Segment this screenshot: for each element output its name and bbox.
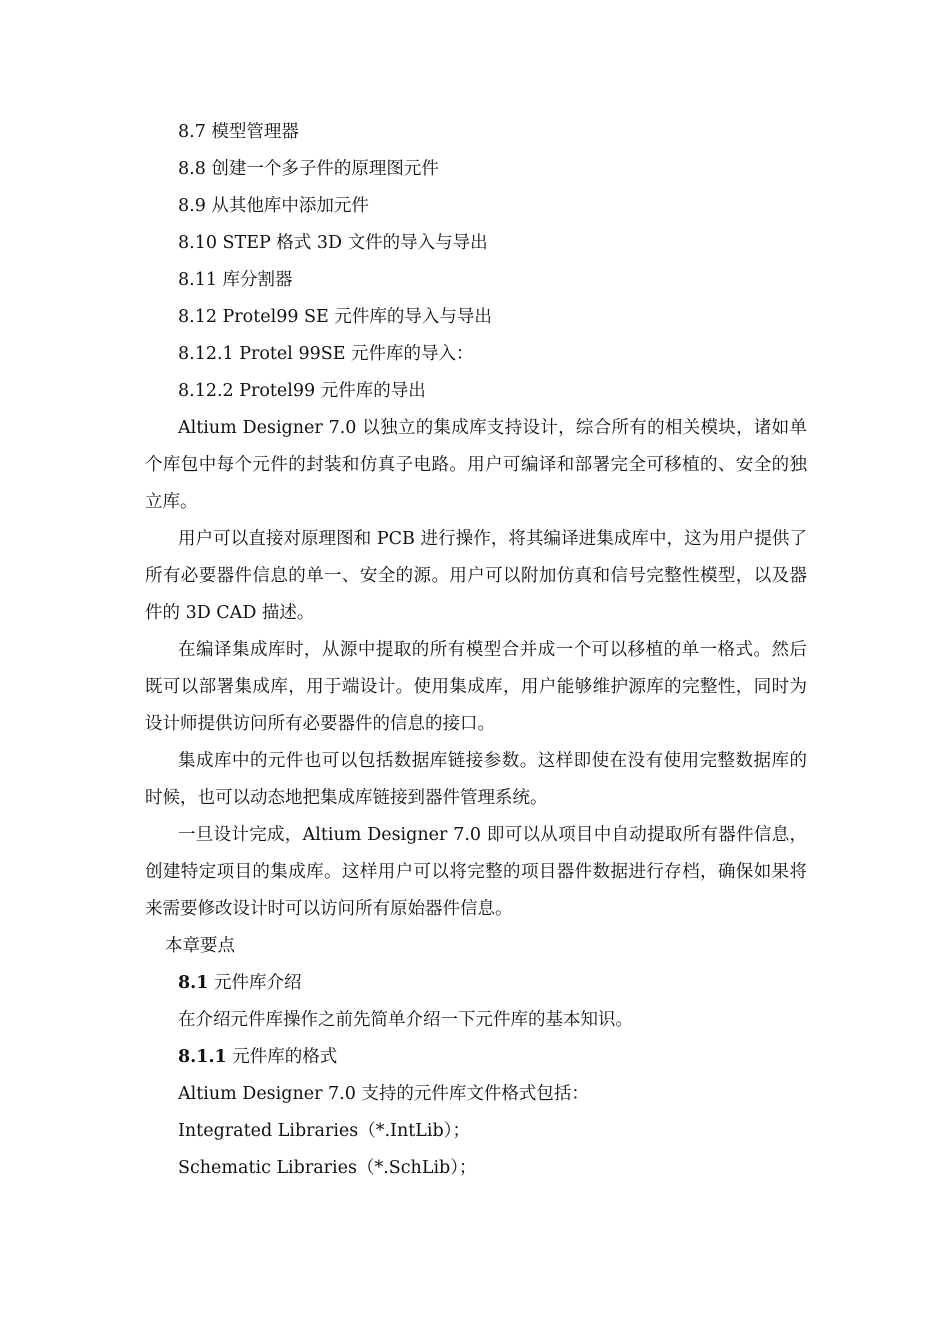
toc-line-8-12-1: 8.12.1 Protel 99SE 元件库的导入： xyxy=(178,344,474,364)
toc-line-8-9: 8.9 从其他库中添加元件 xyxy=(178,196,369,216)
section-number-8-1-1: 8.1.1 xyxy=(178,1047,227,1067)
toc-line-8-12-2: 8.12.2 Protel99 元件库的导出 xyxy=(178,381,426,401)
toc-line-8-7: 8.7 模型管理器 xyxy=(178,122,299,142)
formats-intro: Altium Designer 7.0 支持的元件库文件格式包括： xyxy=(178,1084,589,1104)
format-item-schlib: Schematic Libraries（*.SchLib）； xyxy=(178,1158,477,1178)
section-8-1-intro: 在介绍元件库操作之前先简单介绍一下元件库的基本知识。 xyxy=(178,1010,633,1030)
section-heading-8-1 xyxy=(145,965,807,1002)
toc-line-8-8: 8.8 创建一个多子件的原理图元件 xyxy=(178,159,439,179)
format-item-intlib: Integrated Libraries（*.IntLib）； xyxy=(178,1121,470,1141)
chapter-points-label: 本章要点 xyxy=(165,936,235,956)
paragraph-project-library: 一旦设计完成，Altium Designer 7.0 即可以从项目中自动提取所有器件信息，创建特定项目的集成库。这样用户可以将完整的项目器件数据进行存档，确保如果将来需要修改设计时可以访问所有原始器件信息。 xyxy=(145,825,808,919)
section-number-8-1: 8.1 xyxy=(178,973,209,993)
toc-line-8-11: 8.11 库分割器 xyxy=(178,270,293,290)
paragraph-compile-library: 在编译集成库时，从源中提取的所有模型合并成一个可以移植的单一格式。然后既可以部署集成库，用于端设计。使用集成库，用户能够维护源库的完整性，同时为设计师提供访问所有必要器件的信息的接口。 xyxy=(145,640,807,734)
section-heading-8-1-1 xyxy=(145,1039,807,1076)
paragraph-integrated-library: Altium Designer 7.0 以独立的集成库支持设计，综合所有的相关模块，诸如单个库包中每个元件的封装和仿真子电路。用户可编译和部署完全可移植的、安全的独立库。 xyxy=(145,418,807,512)
section-title-8-1: 元件库介绍 xyxy=(208,973,302,993)
paragraph-database-link: 集成库中的元件也可以包括数据库链接参数。这样即使在没有使用完整数据库的时候，也可以动态地把集成库链接到器件管理系统。 xyxy=(145,751,807,808)
page-content xyxy=(145,114,807,1187)
section-title-8-1-1: 元件库的格式 xyxy=(226,1047,338,1067)
toc-line-8-12: 8.12 Protel99 SE 元件库的导入与导出 xyxy=(178,307,492,327)
paragraph-schematic-pcb: 用户可以直接对原理图和 PCB 进行操作，将其编译进集成库中，这为用户提供了所有必要器件信息的单一、安全的源。用户可以附加仿真和信号完整性模型，以及器件的 3D CAD 描述。 xyxy=(145,529,807,623)
toc-line-8-10: 8.10 STEP 格式 3D 文件的导入与导出 xyxy=(178,233,488,253)
